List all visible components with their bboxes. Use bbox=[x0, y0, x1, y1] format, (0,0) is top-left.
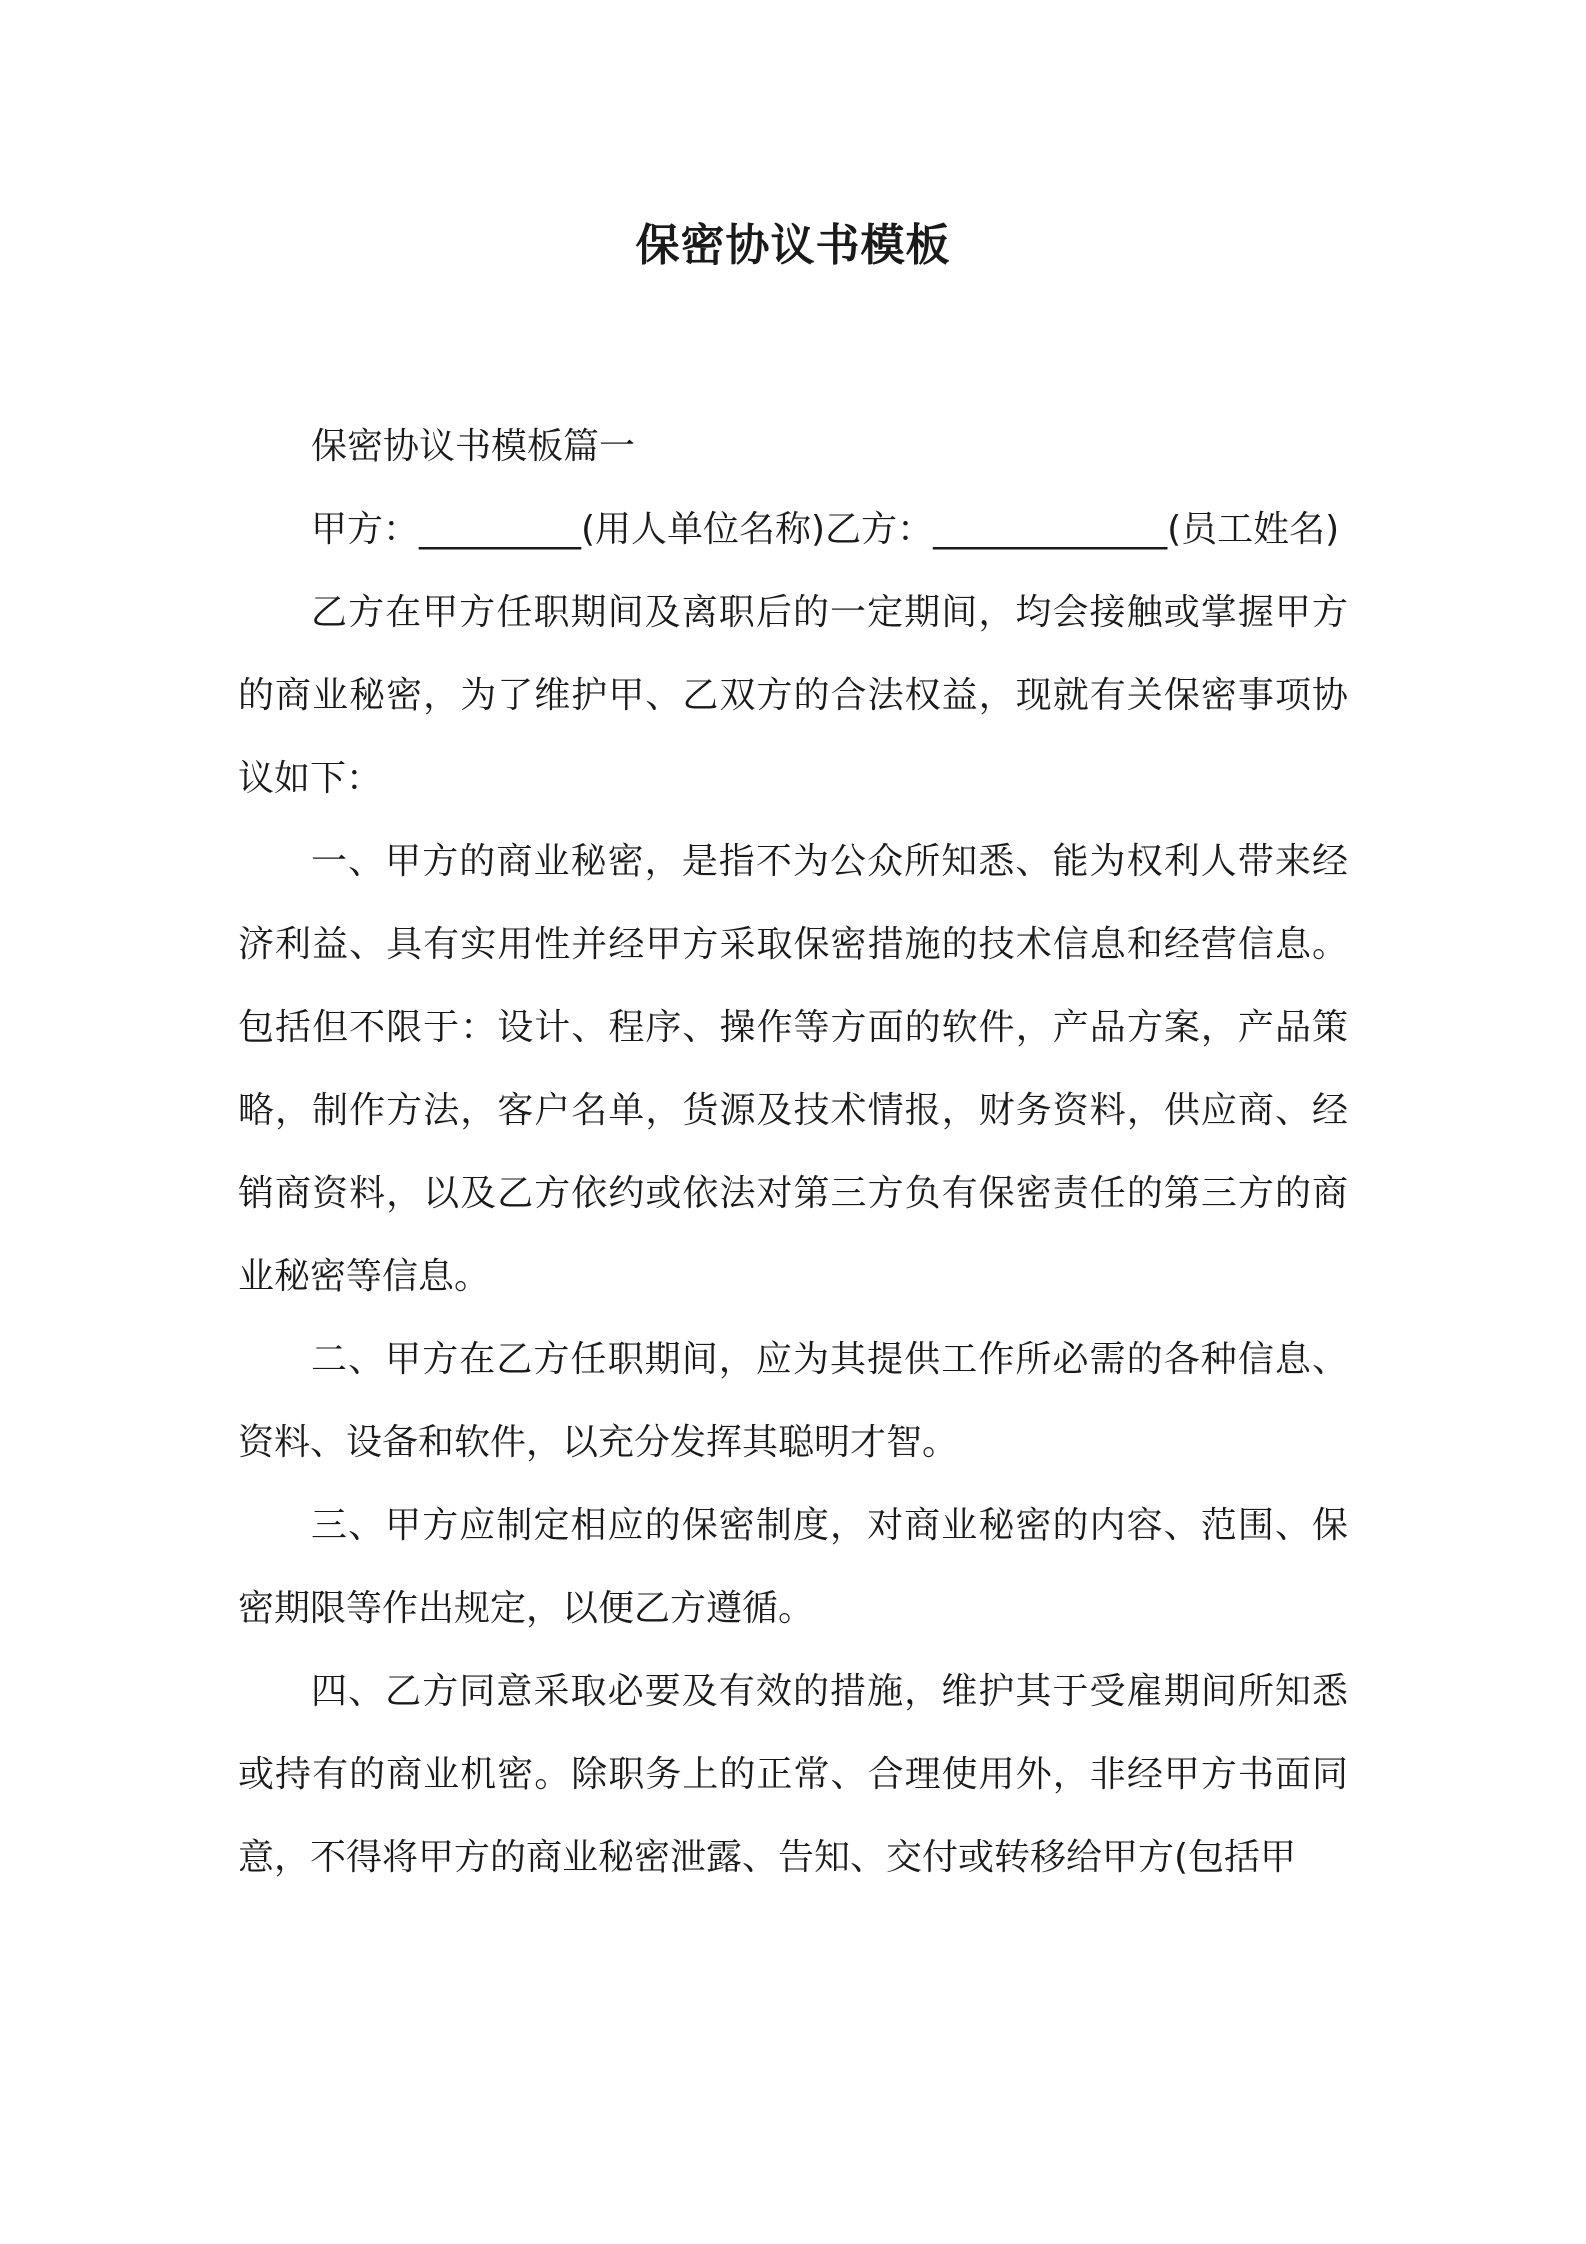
section-heading: 保密协议书模板篇一 bbox=[311, 426, 636, 467]
document-title: 保密协议书模板 bbox=[635, 220, 951, 271]
clause-2-paragraph: 二、甲方在乙方任职期间，应为其提供工作所必需的各种信息、资料、设备和软件，以充分发挥其聪明才智。 bbox=[238, 1339, 1348, 1463]
clause-1-paragraph: 一、甲方的商业秘密，是指不为公众所知悉、能为权利人带来经济利益、具有实用性并经甲方采取保密措施的技术信息和经营信息。包括但不限于：设计、程序、操作等方面的软件，产品方案，产品策略，制作方法，客户名单，货源及技术情报，财务资料，供应商、经销商资料，以及乙方依约或依法对第三方负有保密责任的第三方的商业秘密等信息。 bbox=[238, 841, 1348, 1297]
document-body bbox=[238, 405, 1348, 1899]
parties-line: 甲方：_________(用人单位名称)乙方：_____________(员工姓名) bbox=[311, 509, 1340, 550]
clause-3-paragraph: 三、甲方应制定相应的保密制度，对商业秘密的内容、范围、保密期限等作出规定，以便乙方遵循。 bbox=[238, 1505, 1348, 1629]
clause-4-paragraph: 四、乙方同意采取必要及有效的措施，维护其于受雇期间所知悉或持有的商业机密。除职务上的正常、合理使用外，非经甲方书面同意，不得将甲方的商业秘密泄露、告知、交付或转移给甲方(包括甲 bbox=[238, 1671, 1348, 1878]
preamble-paragraph: 乙方在甲方任职期间及离职后的一定期间，均会接触或掌握甲方的商业秘密，为了维护甲、乙双方的合法权益，现就有关保密事项协议如下： bbox=[238, 592, 1348, 799]
